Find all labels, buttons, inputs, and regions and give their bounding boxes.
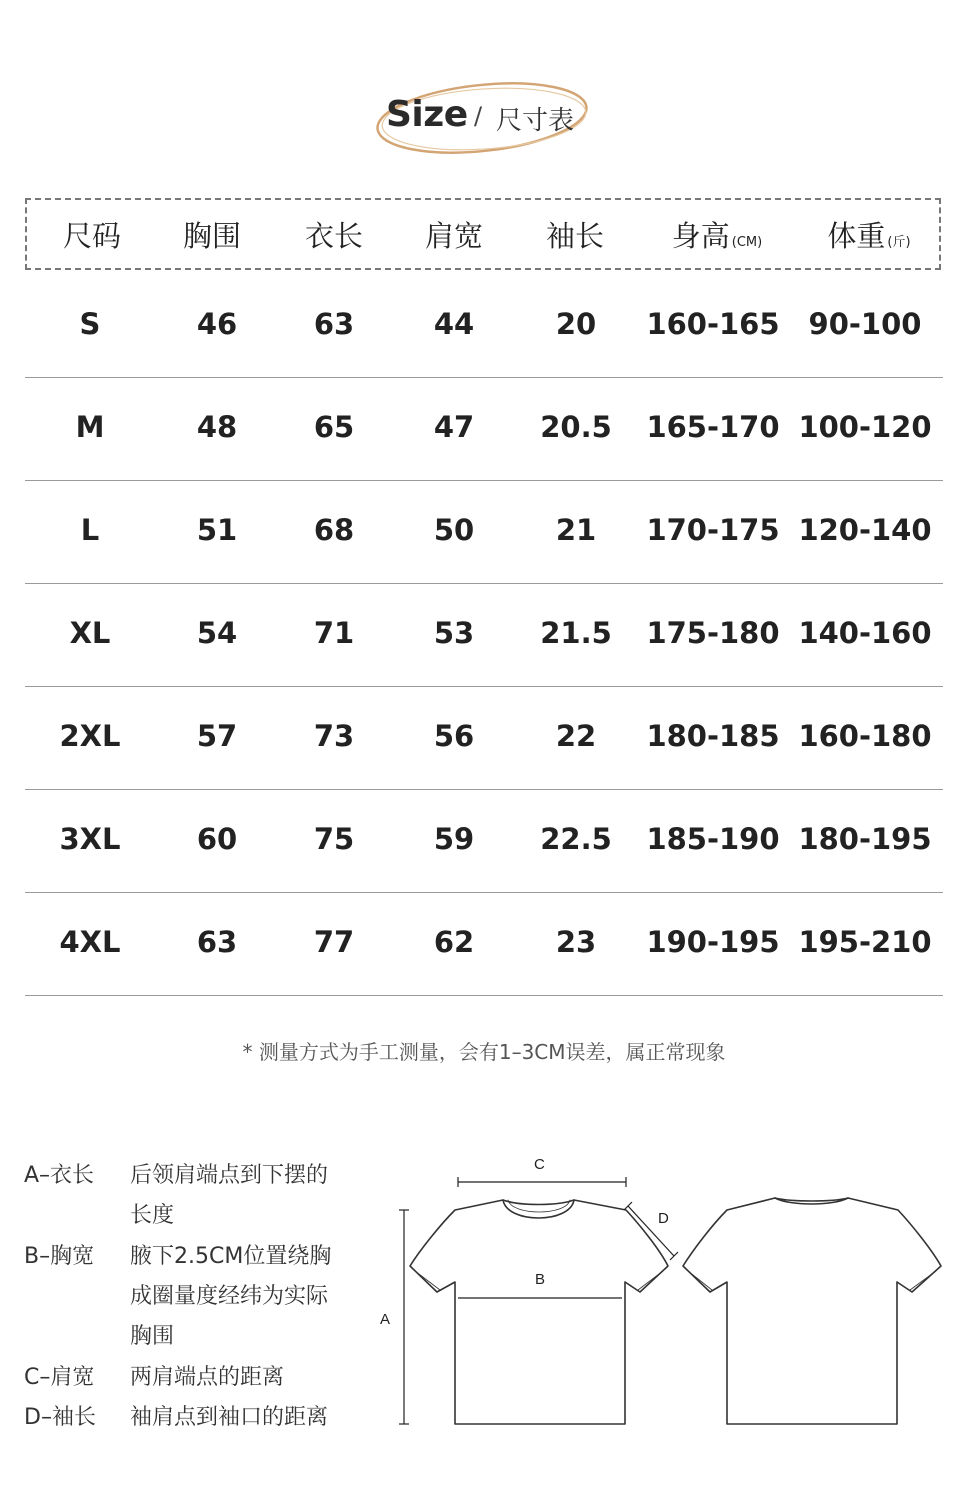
cell-length: 77 — [313, 925, 355, 959]
tshirt-front-outline — [410, 1200, 668, 1424]
cell-length: 68 — [313, 513, 355, 547]
header-size: 尺码 — [62, 219, 121, 253]
table-row — [25, 789, 943, 893]
tshirt-diagram — [0, 1140, 968, 1460]
cell-sleeve: 20 — [555, 307, 597, 341]
cell-shoulder: 50 — [433, 513, 475, 547]
header-length: 衣长 — [304, 219, 363, 253]
cell-chest: 51 — [196, 513, 238, 547]
header-height: 身高 (CM) — [671, 219, 763, 253]
table-row — [25, 686, 943, 790]
cell-chest: 63 — [196, 925, 238, 959]
header-chest: 胸围 — [182, 219, 241, 253]
cell-weight: 160-180 — [798, 719, 932, 753]
cell-shoulder: 56 — [433, 719, 475, 753]
diagram-label-b: B — [535, 1271, 546, 1288]
cell-shoulder: 62 — [433, 925, 475, 959]
cell-height: 180-185 — [646, 719, 780, 753]
cell-size: 4XL — [59, 925, 121, 959]
cell-sleeve: 22 — [555, 719, 597, 753]
cell-weight: 120-140 — [798, 513, 932, 547]
legend-desc-a: 后领肩端点到下摆的 — [130, 1163, 329, 1188]
tshirt-back-outline — [683, 1198, 941, 1424]
cell-shoulder: 53 — [433, 616, 475, 650]
cell-height: 175-180 — [646, 616, 780, 650]
cell-weight: 140-160 — [798, 616, 932, 650]
table-header — [25, 198, 941, 270]
cell-chest: 60 — [196, 822, 238, 856]
table-row — [25, 274, 943, 378]
title-sub: 尺寸表 — [496, 106, 575, 136]
title-main: Size — [386, 94, 468, 135]
cell-chest: 48 — [196, 410, 238, 444]
cell-weight: 180-195 — [798, 822, 932, 856]
cell-weight: 195-210 — [798, 925, 932, 959]
cell-length: 71 — [313, 616, 355, 650]
cell-length: 63 — [313, 307, 355, 341]
cell-size: 2XL — [59, 719, 121, 753]
cell-size: L — [80, 513, 100, 547]
table-row — [25, 480, 943, 584]
legend-desc-c: 两肩端点的距离 — [130, 1365, 285, 1390]
cell-height: 170-175 — [646, 513, 780, 547]
table-row — [25, 377, 943, 481]
cell-shoulder: 59 — [433, 822, 475, 856]
legend-key-a: A–衣长 — [24, 1163, 95, 1188]
cell-length: 75 — [313, 822, 355, 856]
cell-sleeve: 22.5 — [540, 822, 612, 856]
cell-size: S — [79, 307, 101, 341]
measurement-note: * 测量方式为手工测量，会有1–3CM误差，属正常现象 — [242, 1040, 726, 1064]
cell-sleeve: 23 — [555, 925, 597, 959]
diagram-label-c: C — [534, 1156, 545, 1173]
cell-sleeve: 20.5 — [540, 410, 612, 444]
legend-desc-b-cont2: 胸围 — [130, 1324, 175, 1349]
cell-sleeve: 21.5 — [540, 616, 612, 650]
diagram-label-d: D — [658, 1210, 669, 1227]
table-row — [25, 892, 943, 996]
cell-weight: 100-120 — [798, 410, 932, 444]
cell-weight: 90-100 — [808, 307, 922, 341]
legend-desc-a-cont: 长度 — [130, 1203, 175, 1228]
legend-key-b: B–胸宽 — [24, 1244, 95, 1269]
cell-chest: 57 — [196, 719, 238, 753]
cell-height: 190-195 — [646, 925, 780, 959]
cell-height: 160-165 — [646, 307, 780, 341]
cell-sleeve: 21 — [555, 513, 597, 547]
cell-chest: 46 — [196, 307, 238, 341]
cell-height: 165-170 — [646, 410, 780, 444]
legend-desc-b: 腋下2.5CM位置绕胸 — [130, 1244, 332, 1269]
legend-desc-b-cont: 成圈量度经纬为实际 — [130, 1284, 329, 1309]
cell-size: M — [75, 410, 105, 444]
cell-chest: 54 — [196, 616, 238, 650]
cell-size: XL — [69, 616, 111, 650]
title-slash: / — [474, 102, 483, 130]
cell-length: 73 — [313, 719, 355, 753]
header-sleeve: 袖长 — [545, 219, 604, 253]
legend-key-c: C–肩宽 — [24, 1365, 95, 1390]
legend-key-d: D–袖长 — [24, 1405, 96, 1430]
legend-desc-d: 袖肩点到袖口的距离 — [130, 1405, 329, 1430]
header-shoulder: 肩宽 — [424, 219, 483, 253]
size-chart-title — [370, 78, 600, 158]
cell-shoulder: 47 — [433, 410, 475, 444]
table-row — [25, 583, 943, 687]
diagram-label-a: A — [380, 1311, 391, 1328]
cell-size: 3XL — [59, 822, 121, 856]
cell-shoulder: 44 — [433, 307, 475, 341]
header-weight: 体重 (斤) — [827, 219, 911, 253]
cell-height: 185-190 — [646, 822, 780, 856]
cell-length: 65 — [313, 410, 355, 444]
